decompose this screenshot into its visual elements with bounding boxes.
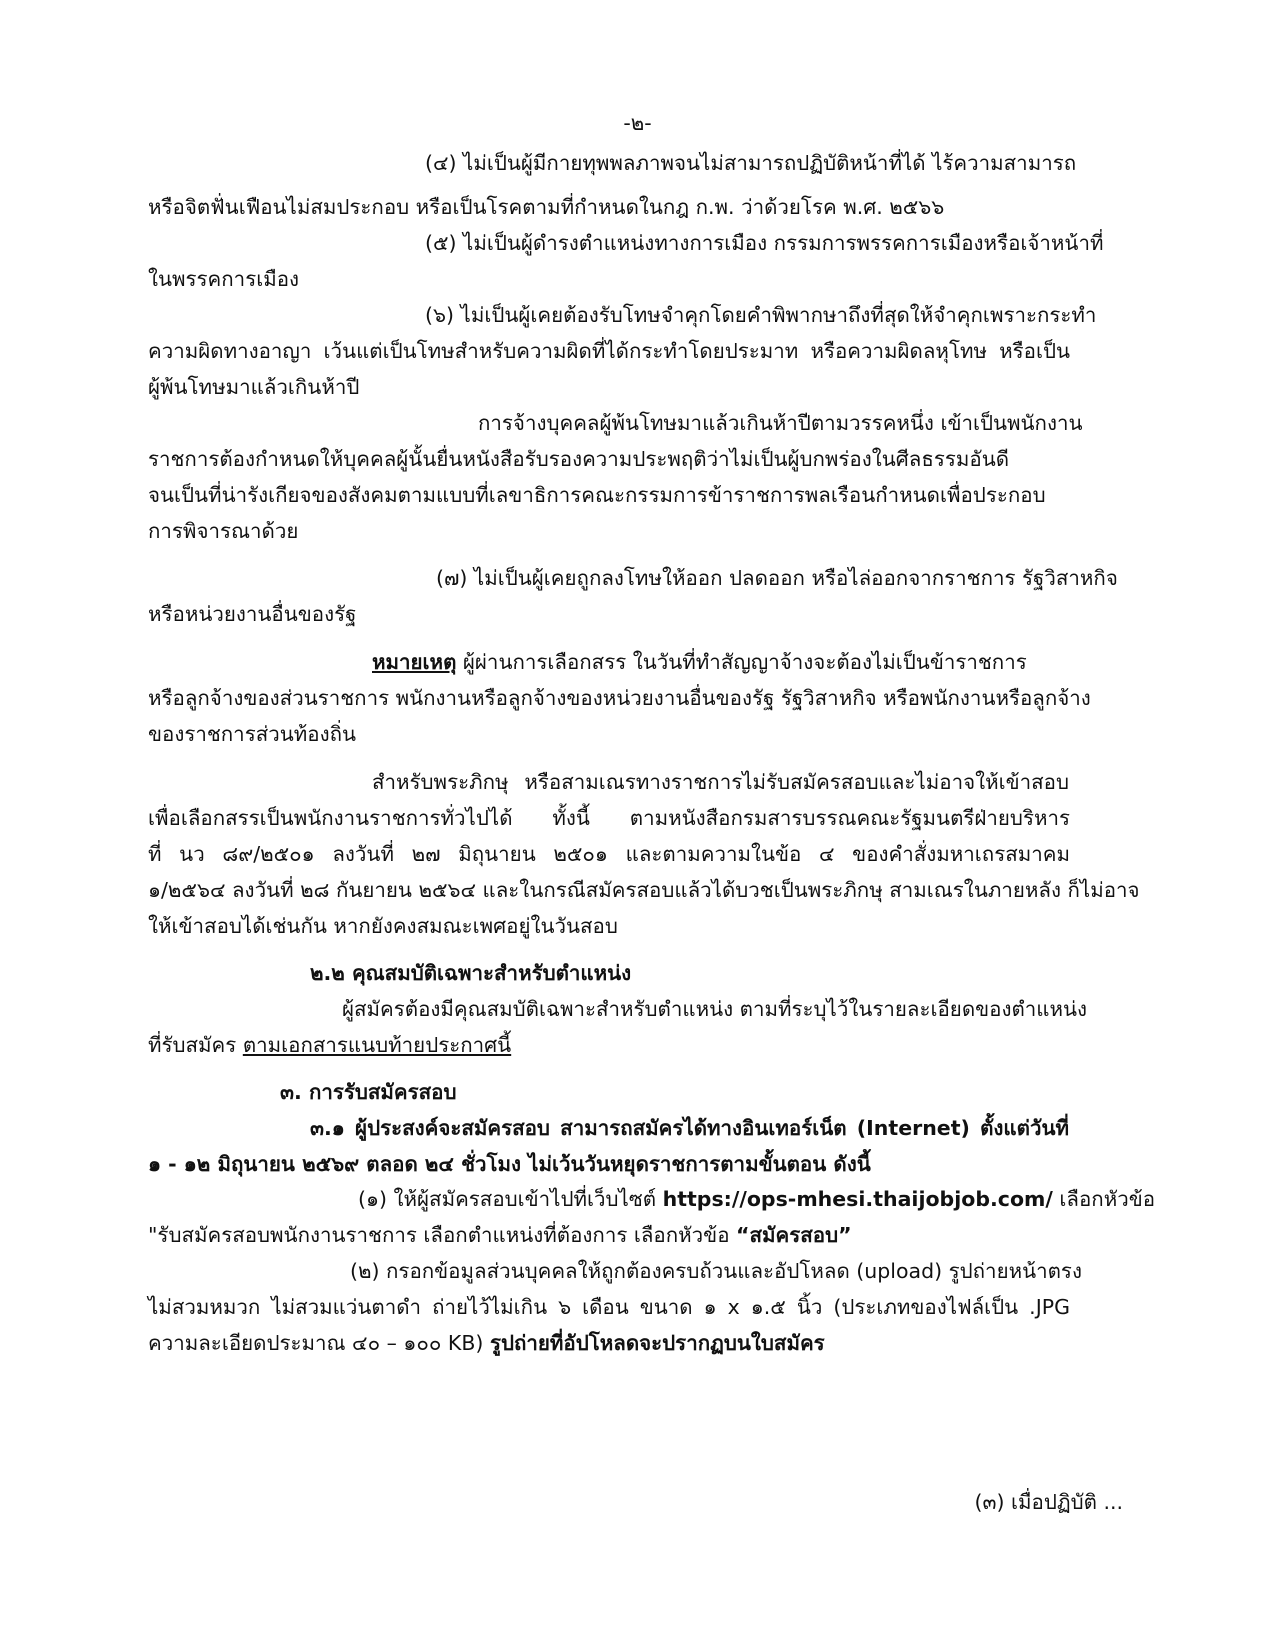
apply-label: “สมัครสอบ” [736, 1223, 852, 1247]
section-3-1-line-1: ๓.๑ ผู้ประสงค์จะสมัครสอบ สามารถสมัครได้ทางอินเทอร์เน็ต (Internet) ตั้งแต่วันที่ [310, 1116, 1069, 1140]
note-line-1 [372, 647, 1069, 677]
monk-line-4: ๑/๒๕๖๔ ลงวันที่ ๒๘ กันยายน ๒๕๖๔ และในกรณีสมัครสอบแล้วได้บวชเป็นพระภิกษุ สามเณรในภายหลัง ก็ไม่อาจ [148, 878, 1140, 902]
section-2-2-line-2: ที่รับสมัคร ตามเอกสารแนบท้ายประกาศนี้ [148, 1033, 512, 1057]
paragraph-1-line-2: ราชการต้องกำหนดให้บุคคลผู้นั้นยื่นหนังสือรับรองความประพฤติว่าไม่เป็นผู้บกพร่องในศีลธรรมอันดี [148, 447, 1010, 471]
clause-6-line-2: ความผิดทางอาญา เว้นแต่เป็นโทษสำหรับความผิดที่ได้กระทำโดยประมาท หรือความผิดลหุโทษ หรือเป็น [148, 339, 1070, 363]
clause-7-line-1: (๗) ไม่เป็นผู้เคยถูกลงโทษให้ออก ปลดออก หรือไล่ออกจากราชการ รัฐวิสาหกิจ [436, 566, 1118, 590]
monk-line-5: ให้เข้าสอบได้เช่นกัน หากยังคงสมณะเพศอยู่ในวันสอบ [148, 914, 618, 938]
paragraph-1-line-1: การจ้างบุคคลผู้พ้นโทษมาแล้วเกินห้าปีตามวรรคหนึ่ง เข้าเป็นพนักงาน [478, 411, 1083, 435]
paragraph-1-line-4: การพิจารณาด้วย [148, 519, 299, 543]
note-label: หมายเหตุ [372, 650, 457, 674]
step-1-line-1: (๑) ให้ผู้สมัครสอบเข้าไปที่เว็บไซต์ https://ops-mhesi.thaijobjob.com/ เลือกหัวข้อ [358, 1187, 1156, 1211]
note-line-2: หรือลูกจ้างของส่วนราชการ พนักงานหรือลูกจ้างของหน่วยงานอื่นของรัฐ รัฐวิสาหกิจ หรือพนักงานหรือลูกจ้าง [148, 686, 1091, 710]
page-number: -๒- [623, 111, 652, 135]
step-2-line-1: (๒) กรอกข้อมูลส่วนบุคคลให้ถูกต้องครบถ้วนและอัปโหลด (upload) รูปถ่ายหน้าตรง [350, 1259, 1082, 1283]
section-3-heading: ๓. การรับสมัครสอบ [280, 1080, 457, 1104]
attachment-reference: ตามเอกสารแนบท้ายประกาศนี้ [242, 1033, 512, 1057]
paragraph-1-line-3: จนเป็นที่น่ารังเกียจของสังคมตามแบบที่เลขาธิการคณะกรรมการข้าราชการพลเรือนกำหนดเพื่อประกอบ [148, 483, 1046, 507]
photo-notice: รูปถ่ายที่อัปโหลดจะปรากฏบนใบสมัคร [489, 1331, 825, 1355]
monk-line-2: เพื่อเลือกสรรเป็นพนักงานราชการทั่วไปได้ ทั้งนี้ ตามหนังสือกรมสารบรรณคณะรัฐมนตรีฝ่ายบริหาร [148, 806, 1070, 830]
clause-6-line-3: ผู้พ้นโทษมาแล้วเกินห้าปี [148, 375, 360, 399]
clause-5-line-1: (๕) ไม่เป็นผู้ดำรงตำแหน่งทางการเมือง กรรมการพรรคการเมืองหรือเจ้าหน้าที่ [425, 231, 1104, 255]
note-line-3: ของราชการส่วนท้องถิ่น [148, 722, 357, 746]
clause-6-line-1: (๖) ไม่เป็นผู้เคยต้องรับโทษจำคุกโดยคำพิพากษาถึงที่สุดให้จำคุกเพราะกระทำ [425, 303, 1097, 327]
note-text: ผู้ผ่านการเลือกสรร ในวันที่ทำสัญญาจ้างจะต้องไม่เป็นข้าราชการ [456, 650, 1027, 674]
clause-4-line-1: (๔) ไม่เป็นผู้มีกายทุพพลภาพจนไม่สามารถปฏิบัติหน้าที่ได้ ไร้ความสามารถ [425, 151, 1077, 175]
continuation-footer: (๓) เมื่อปฏิบัติ ... [974, 1490, 1123, 1514]
clause-4-line-2: หรือจิตฟั่นเฟือนไม่สมประกอบ หรือเป็นโรคตามที่กำหนดในกฎ ก.พ. ว่าด้วยโรค พ.ศ. ๒๕๖๖ [148, 195, 945, 219]
website-link[interactable]: https://ops-mhesi.thaijobjob.com/ [662, 1187, 1053, 1211]
section-2-2-line-1: ผู้สมัครต้องมีคุณสมบัติเฉพาะสำหรับตำแหน่ง ตามที่ระบุไว้ในรายละเอียดของตำแหน่ง [342, 997, 1088, 1021]
step-2-line-3: ความละเอียดประมาณ ๔๐ – ๑๐๐ KB) รูปถ่ายที่อัปโหลดจะปรากฏบนใบสมัคร [148, 1331, 825, 1355]
clause-7-line-2: หรือหน่วยงานอื่นของรัฐ [148, 602, 357, 626]
section-3-1-line-2: ๑ - ๑๒ มิถุนายน ๒๕๖๙ ตลอด ๒๔ ชั่วโมง ไม่เว้นวันหยุดราชการตามขั้นตอน ดังนี้ [148, 1152, 871, 1176]
step-1-line-2: "รับสมัครสอบพนักงานราชการ เลือกตำแหน่งที่ต้องการ เลือกหัวข้อ “สมัครสอบ” [148, 1223, 852, 1247]
clause-5-line-2: ในพรรคการเมือง [148, 267, 300, 291]
monk-line-3: ที่ นว ๘๙/๒๕๐๑ ลงวันที่ ๒๗ มิถุนายน ๒๕๐๑ และตามความในข้อ ๔ ของคำสั่งมหาเถรสมาคม [148, 842, 1070, 866]
step-2-line-2: ไม่สวมหมวก ไม่สวมแว่นตาดำ ถ่ายไว้ไม่เกิน ๖ เดือน ขนาด ๑ x ๑.๕ นิ้ว (ประเภทของไฟล์เป็น .JPG [148, 1295, 1070, 1319]
section-2-2-heading: ๒.๒ คุณสมบัติเฉพาะสำหรับตำแหน่ง [310, 961, 632, 985]
monk-line-1: สำหรับพระภิกษุ หรือสามเณรทางราชการไม่รับสมัครสอบและไม่อาจให้เข้าสอบ [372, 770, 1069, 794]
